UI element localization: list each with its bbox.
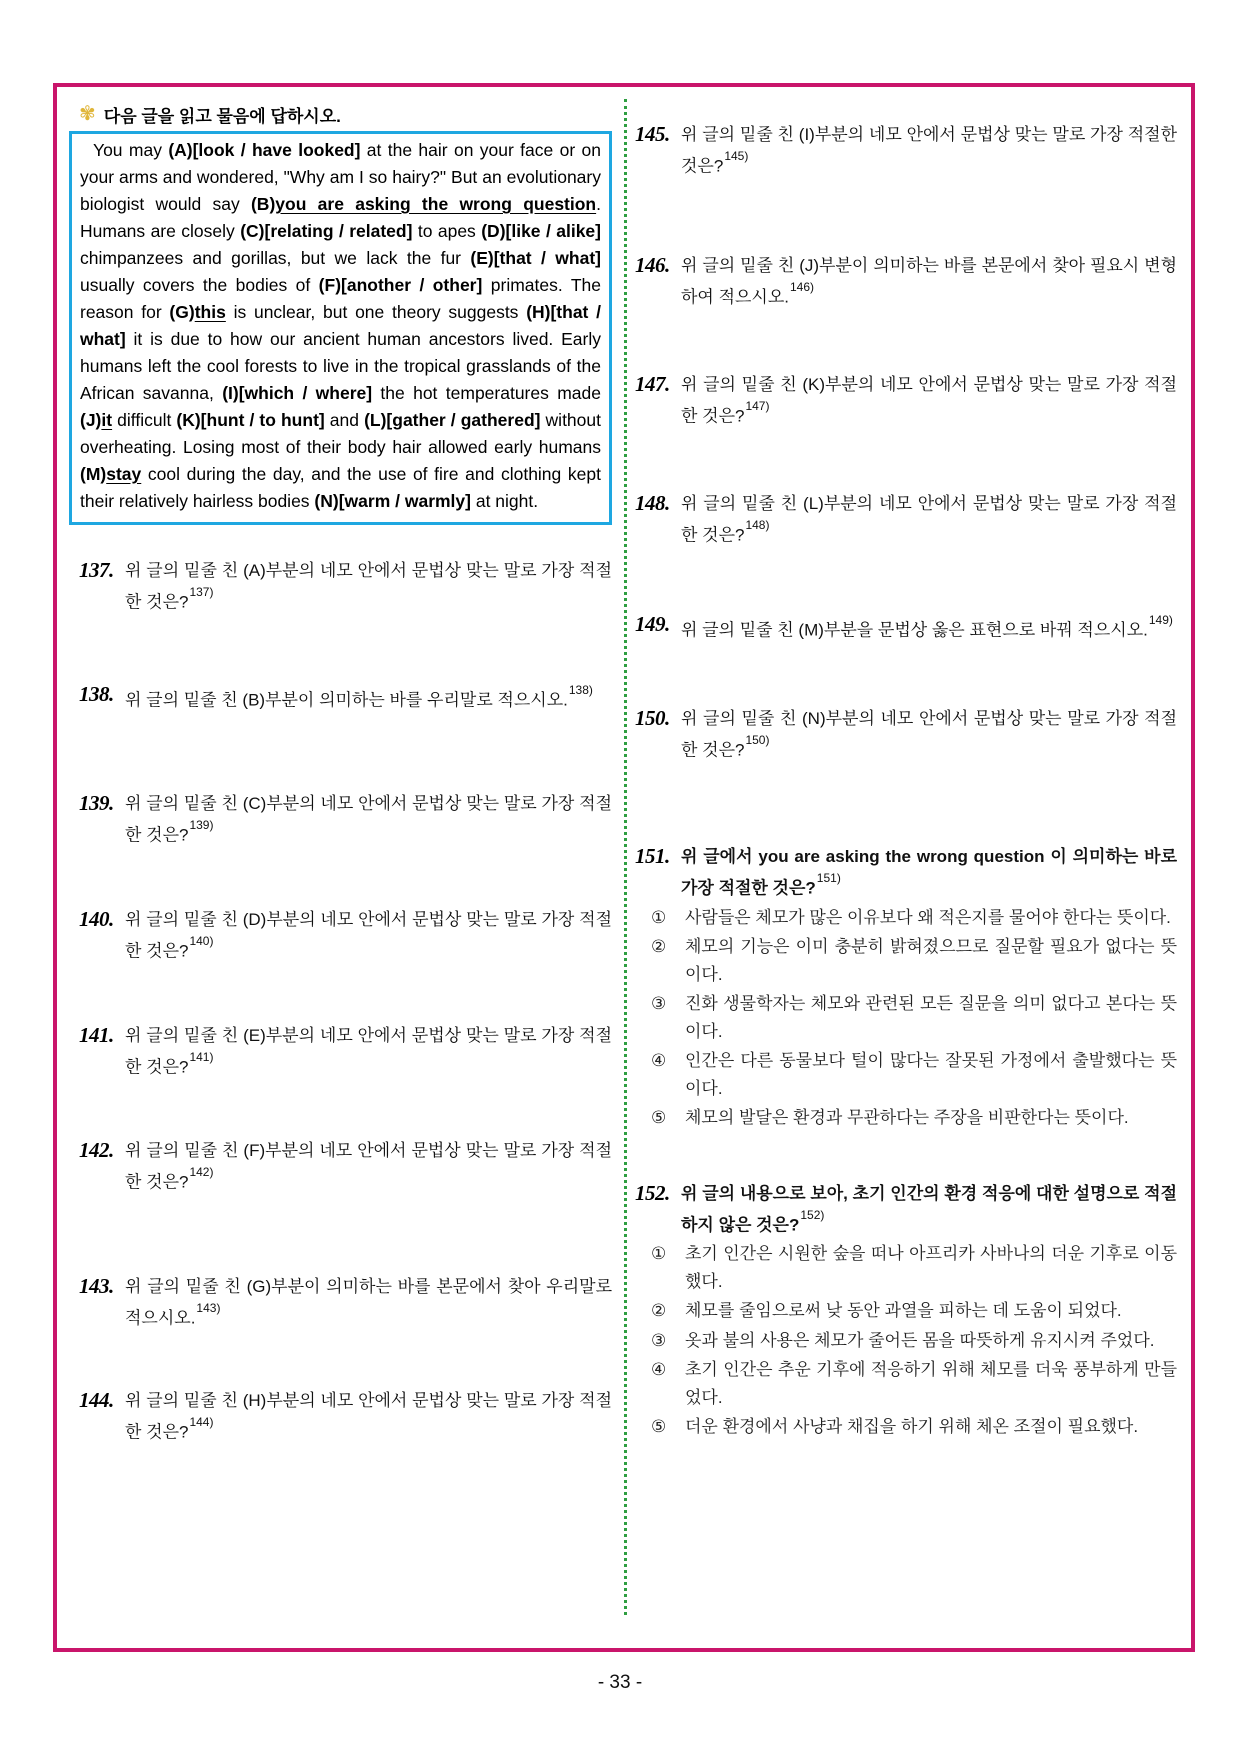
question-140 <box>79 907 612 965</box>
footnote-ref: 137) <box>189 585 214 599</box>
option-5 <box>635 1104 1177 1132</box>
question-text: 위 글의 내용으로 보아, 초기 인간의 환경 적응에 대한 설명으로 적절하지 않은 것은?$^{152)}$ <box>681 1183 1177 1235</box>
option-text: 초기 인간은 시원한 숲을 떠나 아프리카 사바나의 더운 기후로 이동했다. <box>685 1244 1177 1291</box>
option-number: ③ <box>651 1330 667 1350</box>
footnote-ref: 152) <box>800 1207 825 1222</box>
passage-box <box>69 131 612 525</box>
question-144 <box>79 1388 612 1446</box>
question-text: 위 글의 밑줄 친 (N)부분의 네모 안에서 문법상 맞는 말로 가장 적절한 것은?$^{150)}$ <box>681 709 1177 760</box>
question-number: 137. <box>79 558 114 582</box>
question-number: 138. <box>79 681 114 706</box>
option-2 <box>635 933 1177 988</box>
option-number: ① <box>651 1244 667 1264</box>
question-146 <box>635 253 1177 311</box>
question-145 <box>635 122 1177 180</box>
footnote-ref: 141) <box>189 1049 214 1064</box>
option-3 <box>635 990 1177 1045</box>
right-column <box>635 87 1177 1441</box>
option-text: 초기 인간은 추운 기후에 적응하기 위해 체모를 더욱 풍부하게 만들었다. <box>685 1360 1177 1407</box>
option-4 <box>635 1047 1177 1102</box>
option-1 <box>635 904 1177 932</box>
instruction-text: 다음 글을 읽고 물음에 답하시오. <box>103 106 341 126</box>
question-text: 위 글의 밑줄 친 (G)부분이 의미하는 바를 본문에서 찾아 우리말로 적으시오.$^{143)}$ <box>125 1276 612 1328</box>
option-5 <box>635 1413 1177 1441</box>
footnote-ref: 147) <box>745 399 770 414</box>
question-text: 위 글의 밑줄 친 (F)부분의 네모 안에서 문법상 맞는 말로 가장 적절한 것은?$^{142)}$ <box>125 1141 612 1192</box>
question-number: 149. <box>635 611 670 636</box>
question-number: 150. <box>635 706 670 731</box>
footnote-ref: 148) <box>745 517 770 532</box>
option-text: 체모의 기능은 이미 충분히 밝혀졌으므로 질문할 필요가 없다는 뜻이다. <box>685 937 1177 984</box>
question-text: 위 글에서 you are asking the wrong question 이 의미하는 바로 가장 적절한 것은?$^{151)}$ <box>681 846 1177 898</box>
footnote-ref: 138) <box>568 682 593 697</box>
page-number: - 33 - <box>597 1672 643 1693</box>
question-148 <box>635 491 1177 549</box>
option-number: ② <box>651 937 667 957</box>
option-number: ④ <box>651 1360 667 1380</box>
question-number: 139. <box>79 791 114 816</box>
question-number: 140. <box>79 906 114 931</box>
question-number: 152. <box>635 1180 670 1205</box>
option-2 <box>635 1297 1177 1325</box>
question-text: 위 글의 밑줄 친 (K)부분의 네모 안에서 문법상 맞는 말로 가장 적절한 것은?$^{147)}$ <box>681 375 1177 426</box>
option-number: ① <box>651 907 667 927</box>
question-text: 위 글의 밑줄 친 (M)부분을 문법상 옳은 표현으로 바꿔 적으시오.$^{149)}$ <box>681 612 1173 640</box>
question-text: 위 글의 밑줄 친 (L)부분의 네모 안에서 문법상 맞는 말로 가장 적절한 것은?$^{148)}$ <box>681 493 1177 545</box>
instruction-row <box>79 101 612 127</box>
option-text: 인간은 다른 동물보다 털이 많다는 잘못된 가정에서 출발했다는 뜻이다. <box>685 1051 1177 1098</box>
options-151 <box>635 904 1177 1132</box>
question-151 <box>635 844 1177 1132</box>
footnote-ref: 145) <box>724 149 749 163</box>
footnote-ref: 151) <box>816 870 841 885</box>
footnote-ref: 143) <box>196 1300 221 1315</box>
option-number: ⑤ <box>651 1108 667 1128</box>
question-text: 위 글의 밑줄 친 (I)부분의 네모 안에서 문법상 맞는 말로 가장 적절한 것은?$^{145)}$ <box>681 125 1177 176</box>
option-text: 체모의 발달은 환경과 무관하다는 주장을 비판한다는 뜻이다. <box>685 1108 1129 1128</box>
question-147 <box>635 372 1177 430</box>
passage-text: You may (A)[look / have looked] at the hair on your face or on your arms and wondered, "Why am I so hairy?" But an evolutionary biologist would say (B)you are asking the wrong question. Humans are closely (C)[relating / related] to apes (D)[like / alike] chimpanzees and gorillas, but we lack the fur (E)[that / what] usually covers the bodies of (F)[another / other] primates. The reason for (G)this is unclear, but one theory suggests (H)[that / what] it is due to how our ancient human ancestors lived. Early humans left the cool forests to live in the tropical grasslands of the African savanna, (I)[which / where] the hot temperatures made (J)it difficult (K)[hunt / to hunt] and (L)[gather / gathered] without overheating. Losing most of their body hair allowed early humans (M)stay cool during the day, and the use of fire and clothing kept their relatively hairless bodies (N)[warm / warmly] at night. <box>80 140 601 511</box>
option-number: ⑤ <box>651 1417 667 1437</box>
footnote-ref: 139) <box>189 818 214 833</box>
option-1 <box>635 1240 1177 1295</box>
question-number: 147. <box>635 372 670 397</box>
question-149 <box>635 612 1177 644</box>
option-number: ③ <box>651 994 667 1014</box>
flower-icon: ✾ <box>79 103 96 125</box>
question-152 <box>635 1181 1177 1441</box>
option-text: 사람들은 체모가 많은 이유보다 왜 적은지를 물어야 한다는 뜻이다. <box>685 907 1171 927</box>
option-number: ④ <box>651 1051 667 1071</box>
option-text: 체모를 줄임으로써 낮 동안 과열을 피하는 데 도움이 되었다. <box>685 1301 1122 1321</box>
footnote-ref: 149) <box>1148 612 1173 627</box>
footnote-ref: 140) <box>189 933 214 948</box>
option-text: 더운 환경에서 사냥과 채집을 하기 위해 체온 조절이 필요했다. <box>685 1417 1139 1437</box>
footnote-ref: 142) <box>189 1165 214 1180</box>
option-3 <box>635 1327 1177 1355</box>
question-number: 145. <box>635 122 670 146</box>
question-text: 위 글의 밑줄 친 (E)부분의 네모 안에서 문법상 맞는 말로 가장 적절한 것은?$^{141)}$ <box>125 1025 612 1077</box>
option-4 <box>635 1356 1177 1411</box>
worksheet-border <box>53 83 1195 1652</box>
question-142 <box>79 1138 612 1196</box>
question-number: 143. <box>79 1273 114 1298</box>
question-text: 위 글의 밑줄 친 (J)부분이 의미하는 바를 본문에서 찾아 필요시 변형하여 적으시오.$^{146)}$ <box>681 255 1177 307</box>
question-text: 위 글의 밑줄 친 (D)부분의 네모 안에서 문법상 맞는 말로 가장 적절한 것은?$^{140)}$ <box>125 909 612 961</box>
footnote-ref: 144) <box>189 1414 214 1429</box>
question-text: 위 글의 밑줄 친 (C)부분의 네모 안에서 문법상 맞는 말로 가장 적절한 것은?$^{139)}$ <box>125 794 612 845</box>
question-number: 151. <box>635 843 670 868</box>
footnote-ref: 146) <box>789 279 815 294</box>
question-text: 위 글의 밑줄 친 (B)부분이 의미하는 바를 우리말로 적으시오.$^{138)}$ <box>125 682 593 710</box>
question-number: 146. <box>635 252 670 277</box>
question-text: 위 글의 밑줄 친 (H)부분의 네모 안에서 문법상 맞는 말로 가장 적절한 것은?$^{144)}$ <box>125 1390 612 1442</box>
question-number: 148. <box>635 490 670 515</box>
left-column <box>79 87 612 1445</box>
column-divider <box>624 99 627 1615</box>
question-number: 141. <box>79 1022 114 1047</box>
question-138 <box>79 682 612 714</box>
option-number: ② <box>651 1301 667 1321</box>
question-150 <box>635 706 1177 764</box>
question-141 <box>79 1023 612 1081</box>
question-139 <box>79 791 612 849</box>
question-143 <box>79 1274 612 1332</box>
option-text: 진화 생물학자는 체모와 관련된 모든 질문을 의미 없다고 본다는 뜻이다. <box>685 994 1177 1041</box>
option-text: 옷과 불의 사용은 체모가 줄어든 몸을 따뜻하게 유지시켜 주었다. <box>685 1330 1155 1350</box>
footnote-ref: 150) <box>745 733 770 748</box>
question-137 <box>79 558 612 616</box>
question-number: 144. <box>79 1387 114 1412</box>
question-number: 142. <box>79 1138 114 1163</box>
question-text: 위 글의 밑줄 친 (A)부분의 네모 안에서 문법상 맞는 말로 가장 적절한 것은?$^{137)}$ <box>125 561 612 612</box>
options-152 <box>635 1240 1177 1441</box>
